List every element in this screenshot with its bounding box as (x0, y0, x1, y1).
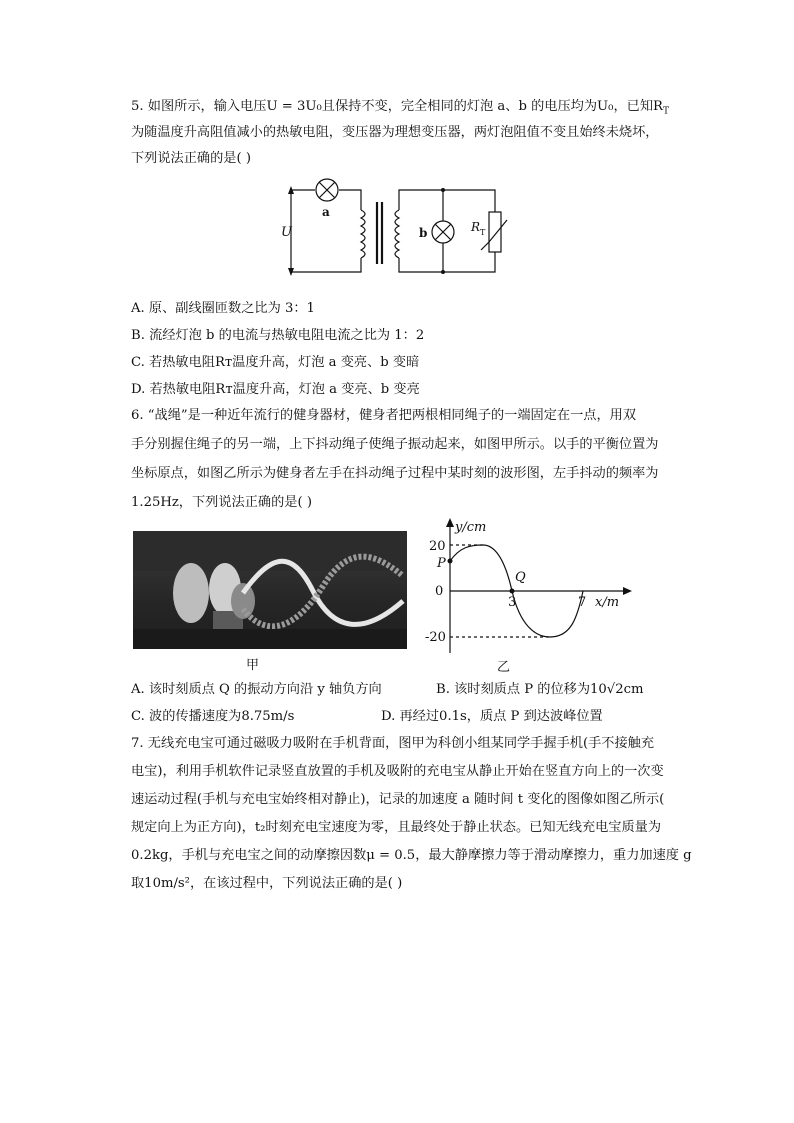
thermistor-label: R (471, 220, 481, 234)
q7-text-line-1: 7. 无线充电宝可通过磁吸力吸附在手机背面，图甲为科创小组某同学手握手机(手不接触充 (131, 736, 655, 751)
q7-text-line-6: 取10m/s²，在该过程中，下列说法正确的是( ) (131, 876, 403, 891)
graph-tick-3: 3 (508, 595, 517, 610)
q7-text-line-4: 规定向上为正方向)，t₂时刻充电宝速度为零，且最终处于静止状态。已知无线充电宝质量为 (131, 820, 662, 835)
q6-option-d: D. 再经过0.1s，质点 P 到达波峰位置 (381, 709, 603, 724)
caption-yi: 乙 (497, 660, 511, 675)
q5-text-line-2: 为随温度升高阻值减小的热敏电阻，变压器为理想变压器，两灯泡阻值不变且始终未烧坏， (131, 125, 659, 140)
graph-x-axis-label: x/m (595, 595, 620, 610)
q5-option-a: A. 原、副线圈匝数之比为 3：1 (131, 301, 315, 316)
caption-jia: 甲 (246, 658, 260, 673)
graph-tick-20: 20 (429, 539, 446, 554)
q7-text-line-5: 0.2kg，手机与充电宝之间的动摩擦因数μ = 0.5，最大静摩擦力等于滑动摩擦力，重力加速度 g (131, 848, 692, 863)
q6-option-c: C. 波的传播速度为8.75m/s (131, 709, 295, 724)
voltage-label: U (281, 225, 292, 240)
point-q-label: Q (515, 570, 526, 585)
q7-text-line-2: 电宝)，利用手机软件记录竖直放置的手机及吸附的充电宝从静止开始在竖直方向上的一次变 (131, 764, 664, 779)
q6-option-a: A. 该时刻质点 Q 的振动方向沿 y 轴负方向 (131, 682, 382, 697)
thermistor-subscript: T (480, 228, 486, 237)
q5-text-line-1: 5. 如图所示，输入电压U = 3U₀且保持不变，完全相同的灯泡 a、b 的电压均为U₀，已知$R_T$ (131, 99, 669, 117)
graph-tick-0: 0 (435, 584, 444, 599)
graph-y-axis-label: y/cm (455, 520, 487, 535)
battle-rope-photo (133, 531, 407, 649)
q5-text-line-3: 下列说法正确的是( ) (131, 151, 251, 166)
q6-option-b: B. 该时刻质点 P 的位移为10√2cm (436, 682, 644, 697)
wave-graph (425, 515, 640, 655)
graph-tick-neg20: -20 (425, 630, 446, 645)
graph-tick-7: 7 (578, 595, 587, 610)
q6-text-line-2: 手分别握住绳子的另一端，上下抖动绳子使绳子振动起来，如图甲所示。以手的平衡位置为 (131, 437, 659, 452)
q5-option-c: C. 若热敏电阻Rᴛ温度升高，灯泡 a 变亮、b 变暗 (131, 355, 420, 370)
q7-text-line-3: 速运动过程(手机与充电宝始终相对静止)，记录的加速度 a 随时间 t 变化的图像如图乙所示( (131, 792, 665, 807)
q5-option-b: B. 流经灯泡 b 的电流与热敏电阻电流之比为 1：2 (131, 328, 425, 343)
transformer-circuit-diagram (283, 180, 513, 280)
lamp-a-label: a (322, 205, 330, 219)
point-p-label: P (437, 556, 446, 571)
lamp-b-label: b (419, 226, 428, 240)
q5-option-d: D. 若热敏电阻Rᴛ温度升高，灯泡 a 变亮、b 变亮 (131, 382, 420, 397)
q6-text-line-4: 1.25Hz，下列说法正确的是( ) (131, 495, 312, 510)
q6-text-line-3: 坐标原点，如图乙所示为健身者左手在抖动绳子过程中某时刻的波形图，左手抖动的频率为 (131, 466, 659, 481)
q6-text-line-1: 6. “战绳”是一种近年流行的健身器材，健身者把两根相同绳子的一端固定在一点，用双 (131, 408, 637, 423)
